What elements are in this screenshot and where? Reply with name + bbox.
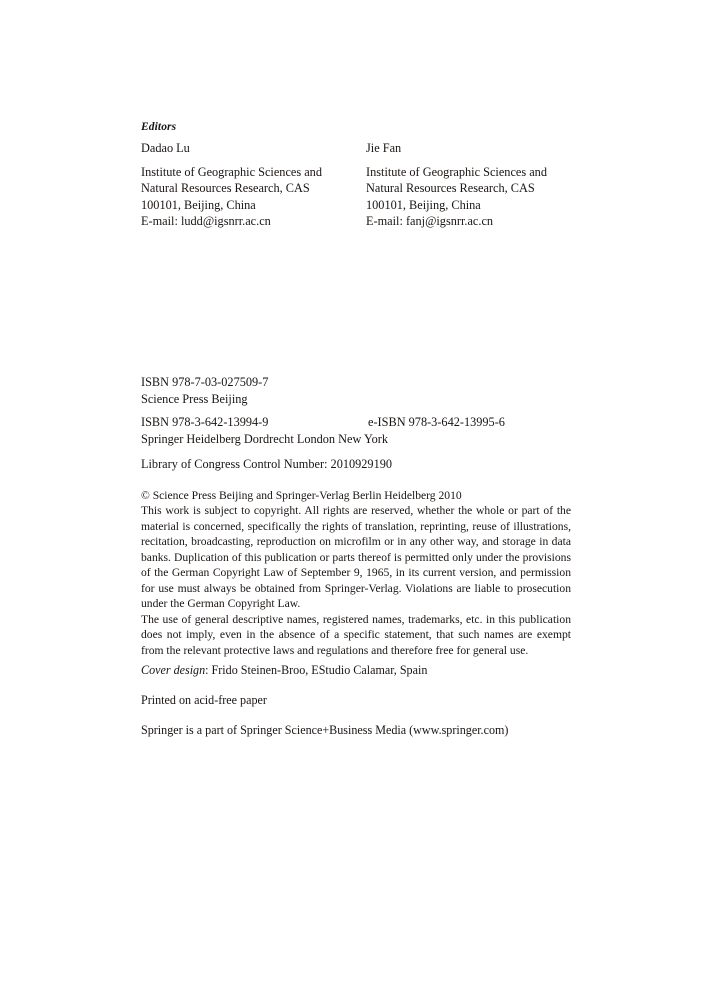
isbn-block-science-press — [141, 374, 571, 407]
isbn-block-springer — [141, 414, 571, 447]
printed-on-text: Printed on acid-free paper — [141, 693, 267, 707]
editor-affiliation-line: Natural Resources Research, CAS — [141, 181, 310, 196]
editor-email: E-mail: fanj@igsnrr.ac.cn — [366, 214, 494, 229]
eisbn-springer: e-ISBN 978-3-642-13995-6 — [368, 415, 505, 429]
editor-name: Dadao Lu — [141, 141, 190, 155]
copyright-line: © Science Press Beijing and Springer-Verlag Berlin Heidelberg 2010 — [141, 489, 462, 502]
library-of-congress-control-number: Library of Congress Control Number: 2010929190 — [141, 457, 393, 471]
springer-media-text: Springer is a part of Springer Science+Business Media (www.springer.com) — [141, 723, 509, 737]
editor-entry-2 — [366, 140, 571, 230]
editor-name: Jie Fan — [366, 141, 402, 155]
publisher-science-press: Science Press Beijing — [141, 391, 248, 406]
editor-affiliation — [366, 164, 571, 230]
publisher-springer: Springer Heidelberg Dordrecht London New York — [141, 431, 389, 446]
cover-design-value: : Frido Steinen-Broo, EStudio Calamar, Spain — [205, 663, 428, 677]
editor-affiliation-line: Institute of Geographic Sciences and — [366, 165, 547, 179]
editor-affiliation-line: Institute of Geographic Sciences and — [141, 165, 322, 179]
editor-affiliation-line: 100101, Beijing, China — [366, 197, 481, 212]
editor-email: E-mail: ludd@igsnrr.ac.cn — [141, 214, 271, 229]
printed-on-line — [141, 692, 571, 708]
editors-columns — [141, 140, 571, 230]
legal-section — [141, 488, 571, 658]
isbn-science-press: ISBN 978-7-03-027509-7 — [141, 375, 269, 389]
editor-affiliation-line: Natural Resources Research, CAS — [366, 181, 535, 196]
editor-entry-1 — [141, 140, 366, 230]
editors-section — [141, 120, 571, 230]
editor-affiliation — [141, 164, 366, 230]
library-of-congress-block — [141, 456, 571, 473]
cover-design-label: Cover design — [141, 663, 206, 677]
springer-media-line — [141, 722, 571, 738]
legal-paragraph-rights: This work is subject to copyright. All rights are reserved, whether the whole or part of the material is concerned, specifically the rights of translation, reprinting, reuse of illustrations, recitation, broadcasting, reproduction on microfilm or in any other way, and storage in data banks. Duplication of this publication or parts thereof is permitted only under the provisions of the German Copyright Law of September 9, 1965, in its current version, and permission for use must always be obtained from Springer-Verlag. Violations are liable to prosecution under the German Copyright Law. — [141, 504, 571, 611]
editors-heading: Editors — [141, 121, 177, 133]
isbn-row-springer — [141, 414, 571, 431]
cover-design-line — [141, 662, 571, 678]
isbn-springer: ISBN 978-3-642-13994-9 — [141, 415, 269, 429]
editor-affiliation-line: 100101, Beijing, China — [141, 197, 256, 212]
legal-paragraph-trademarks: The use of general descriptive names, registered names, trademarks, etc. in this publication does not imply, even in the absence of a specific statement, that such names are exempt from the relevant protective laws and regulations and therefore free for general use. — [141, 612, 571, 657]
